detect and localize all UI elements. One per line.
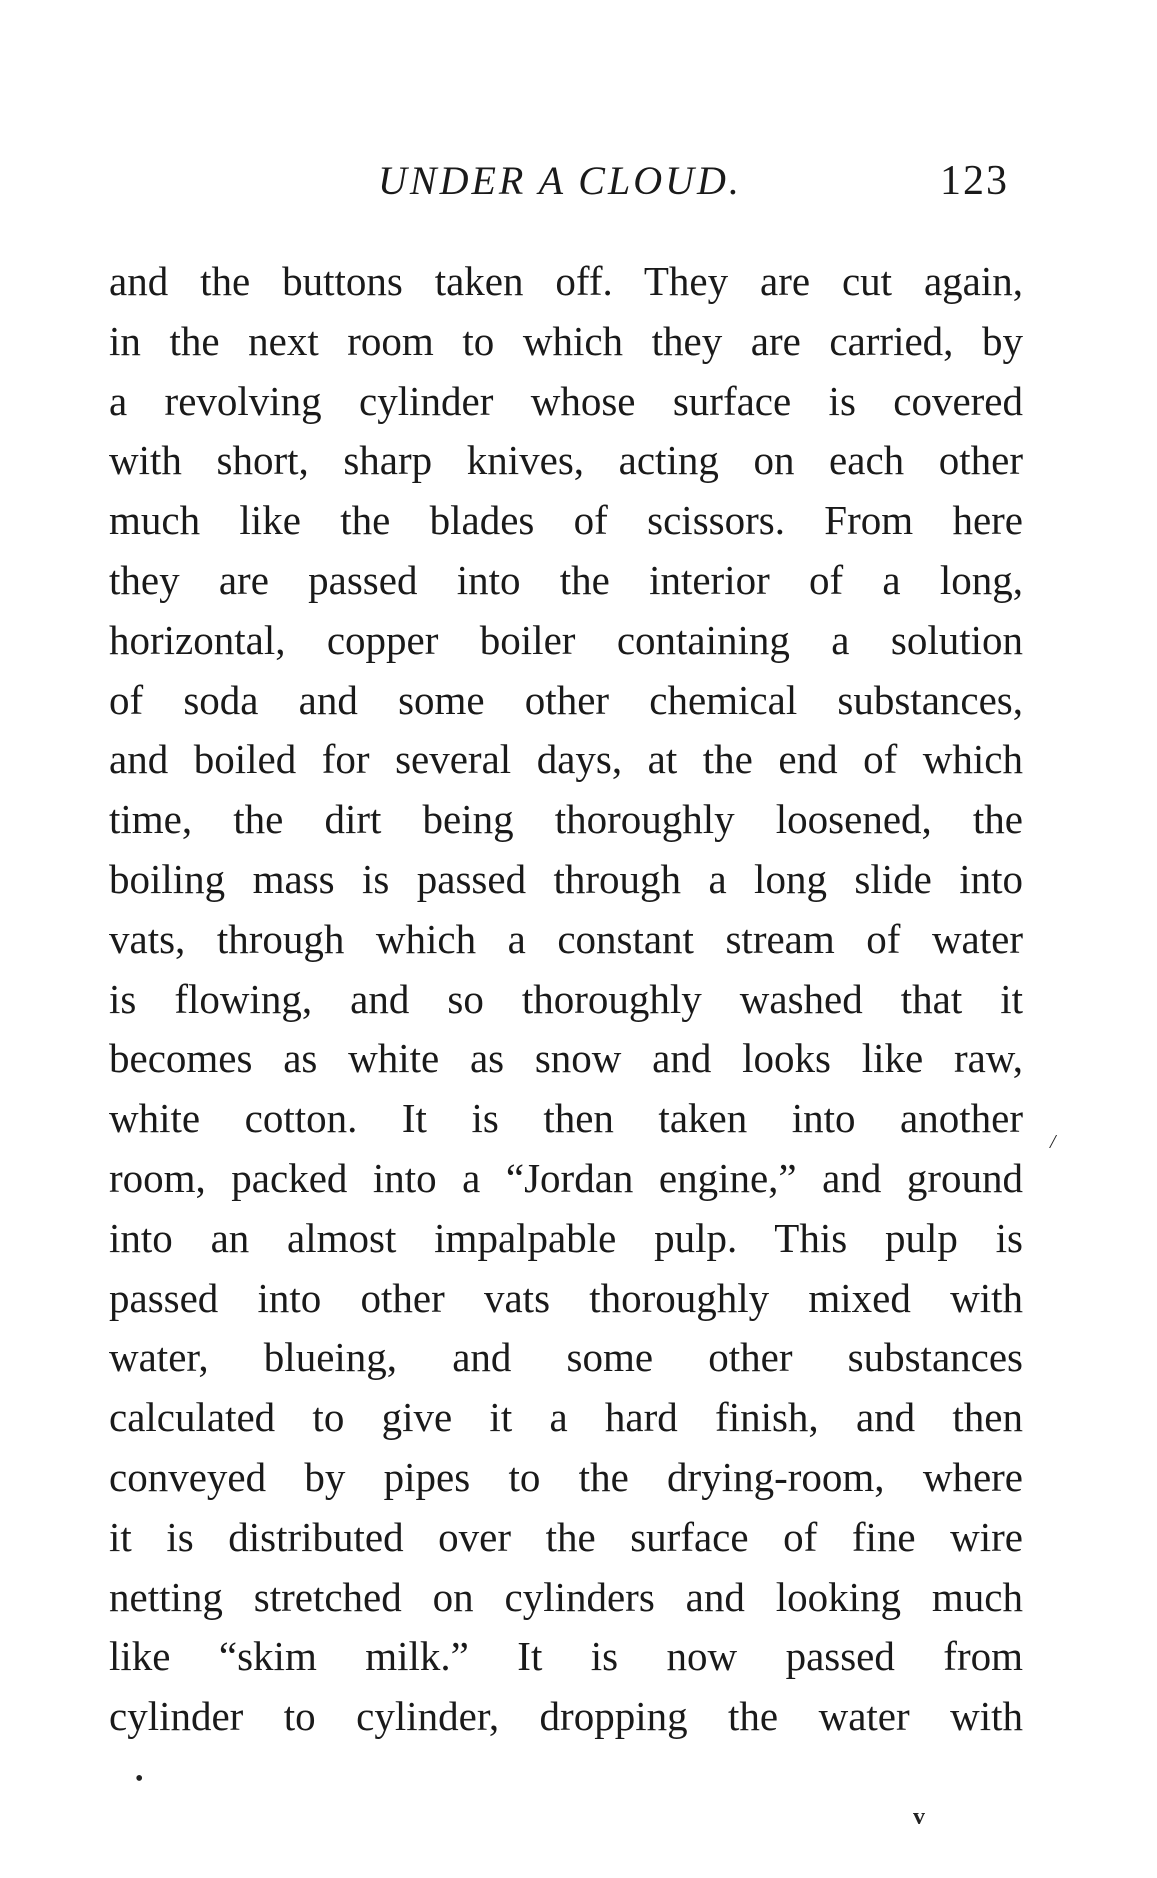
text-line: and the buttons taken off. They are cut again, <box>109 258 1023 304</box>
text-line: with short, sharp knives, acting on each other <box>109 437 1023 484</box>
text-line: becomes as white as snow and looks like raw, <box>109 1035 1023 1082</box>
text-line: into an almost impalpable pulp. This pulp is <box>109 1214 1023 1261</box>
margin-tick-mark: / <box>1050 1131 1056 1153</box>
text-line: passed into other vats thoroughly mixed with <box>109 1274 1023 1321</box>
text-line: netting stretched on cylinders and looking much <box>109 1573 1023 1620</box>
signature-mark: v <box>913 1804 925 1830</box>
text-line: water, blueing, and some other substances <box>109 1334 1023 1381</box>
text-line: and boiled for several days, at the end of which <box>109 736 1023 783</box>
text-line: room, packed into a “Jordan engine,” and ground <box>109 1154 1023 1201</box>
text-line: boiling mass is passed through a long slide into <box>109 855 1023 902</box>
text-line: calculated to give it a hard finish, and then <box>109 1394 1023 1441</box>
text-line: they are passed into the interior of a long, <box>109 556 1023 603</box>
text-line: of soda and some other chemical substances, <box>109 676 1023 723</box>
page-number: 123 <box>940 158 1009 204</box>
body-text <box>109 252 1023 1747</box>
running-title: UNDER A CLOUD. <box>378 158 742 203</box>
text-line: horizontal, copper boiler containing a solution <box>109 616 1023 663</box>
text-line: like “skim milk.” It is now passed from <box>109 1633 1023 1680</box>
text-line: a revolving cylinder whose surface is covered <box>109 377 1023 424</box>
text-line: time, the dirt being thoroughly loosened, the <box>109 796 1023 843</box>
text-line: is flowing, and so thoroughly washed that it <box>109 975 1023 1022</box>
text-line: it is distributed over the surface of fine wire <box>109 1513 1023 1560</box>
text-line: in the next room to which they are carried, by <box>109 317 1023 364</box>
text-line: white cotton. It is then taken into another <box>109 1095 1023 1142</box>
text-line: much like the blades of scissors. From here <box>109 497 1023 544</box>
text-line: vats, through which a constant stream of water <box>109 915 1023 962</box>
text-line: cylinder to cylinder, dropping the water with <box>109 1693 1023 1740</box>
text-line: conveyed by pipes to the drying-room, where <box>109 1453 1023 1500</box>
bottom-dot-mark: • <box>135 1766 144 1792</box>
